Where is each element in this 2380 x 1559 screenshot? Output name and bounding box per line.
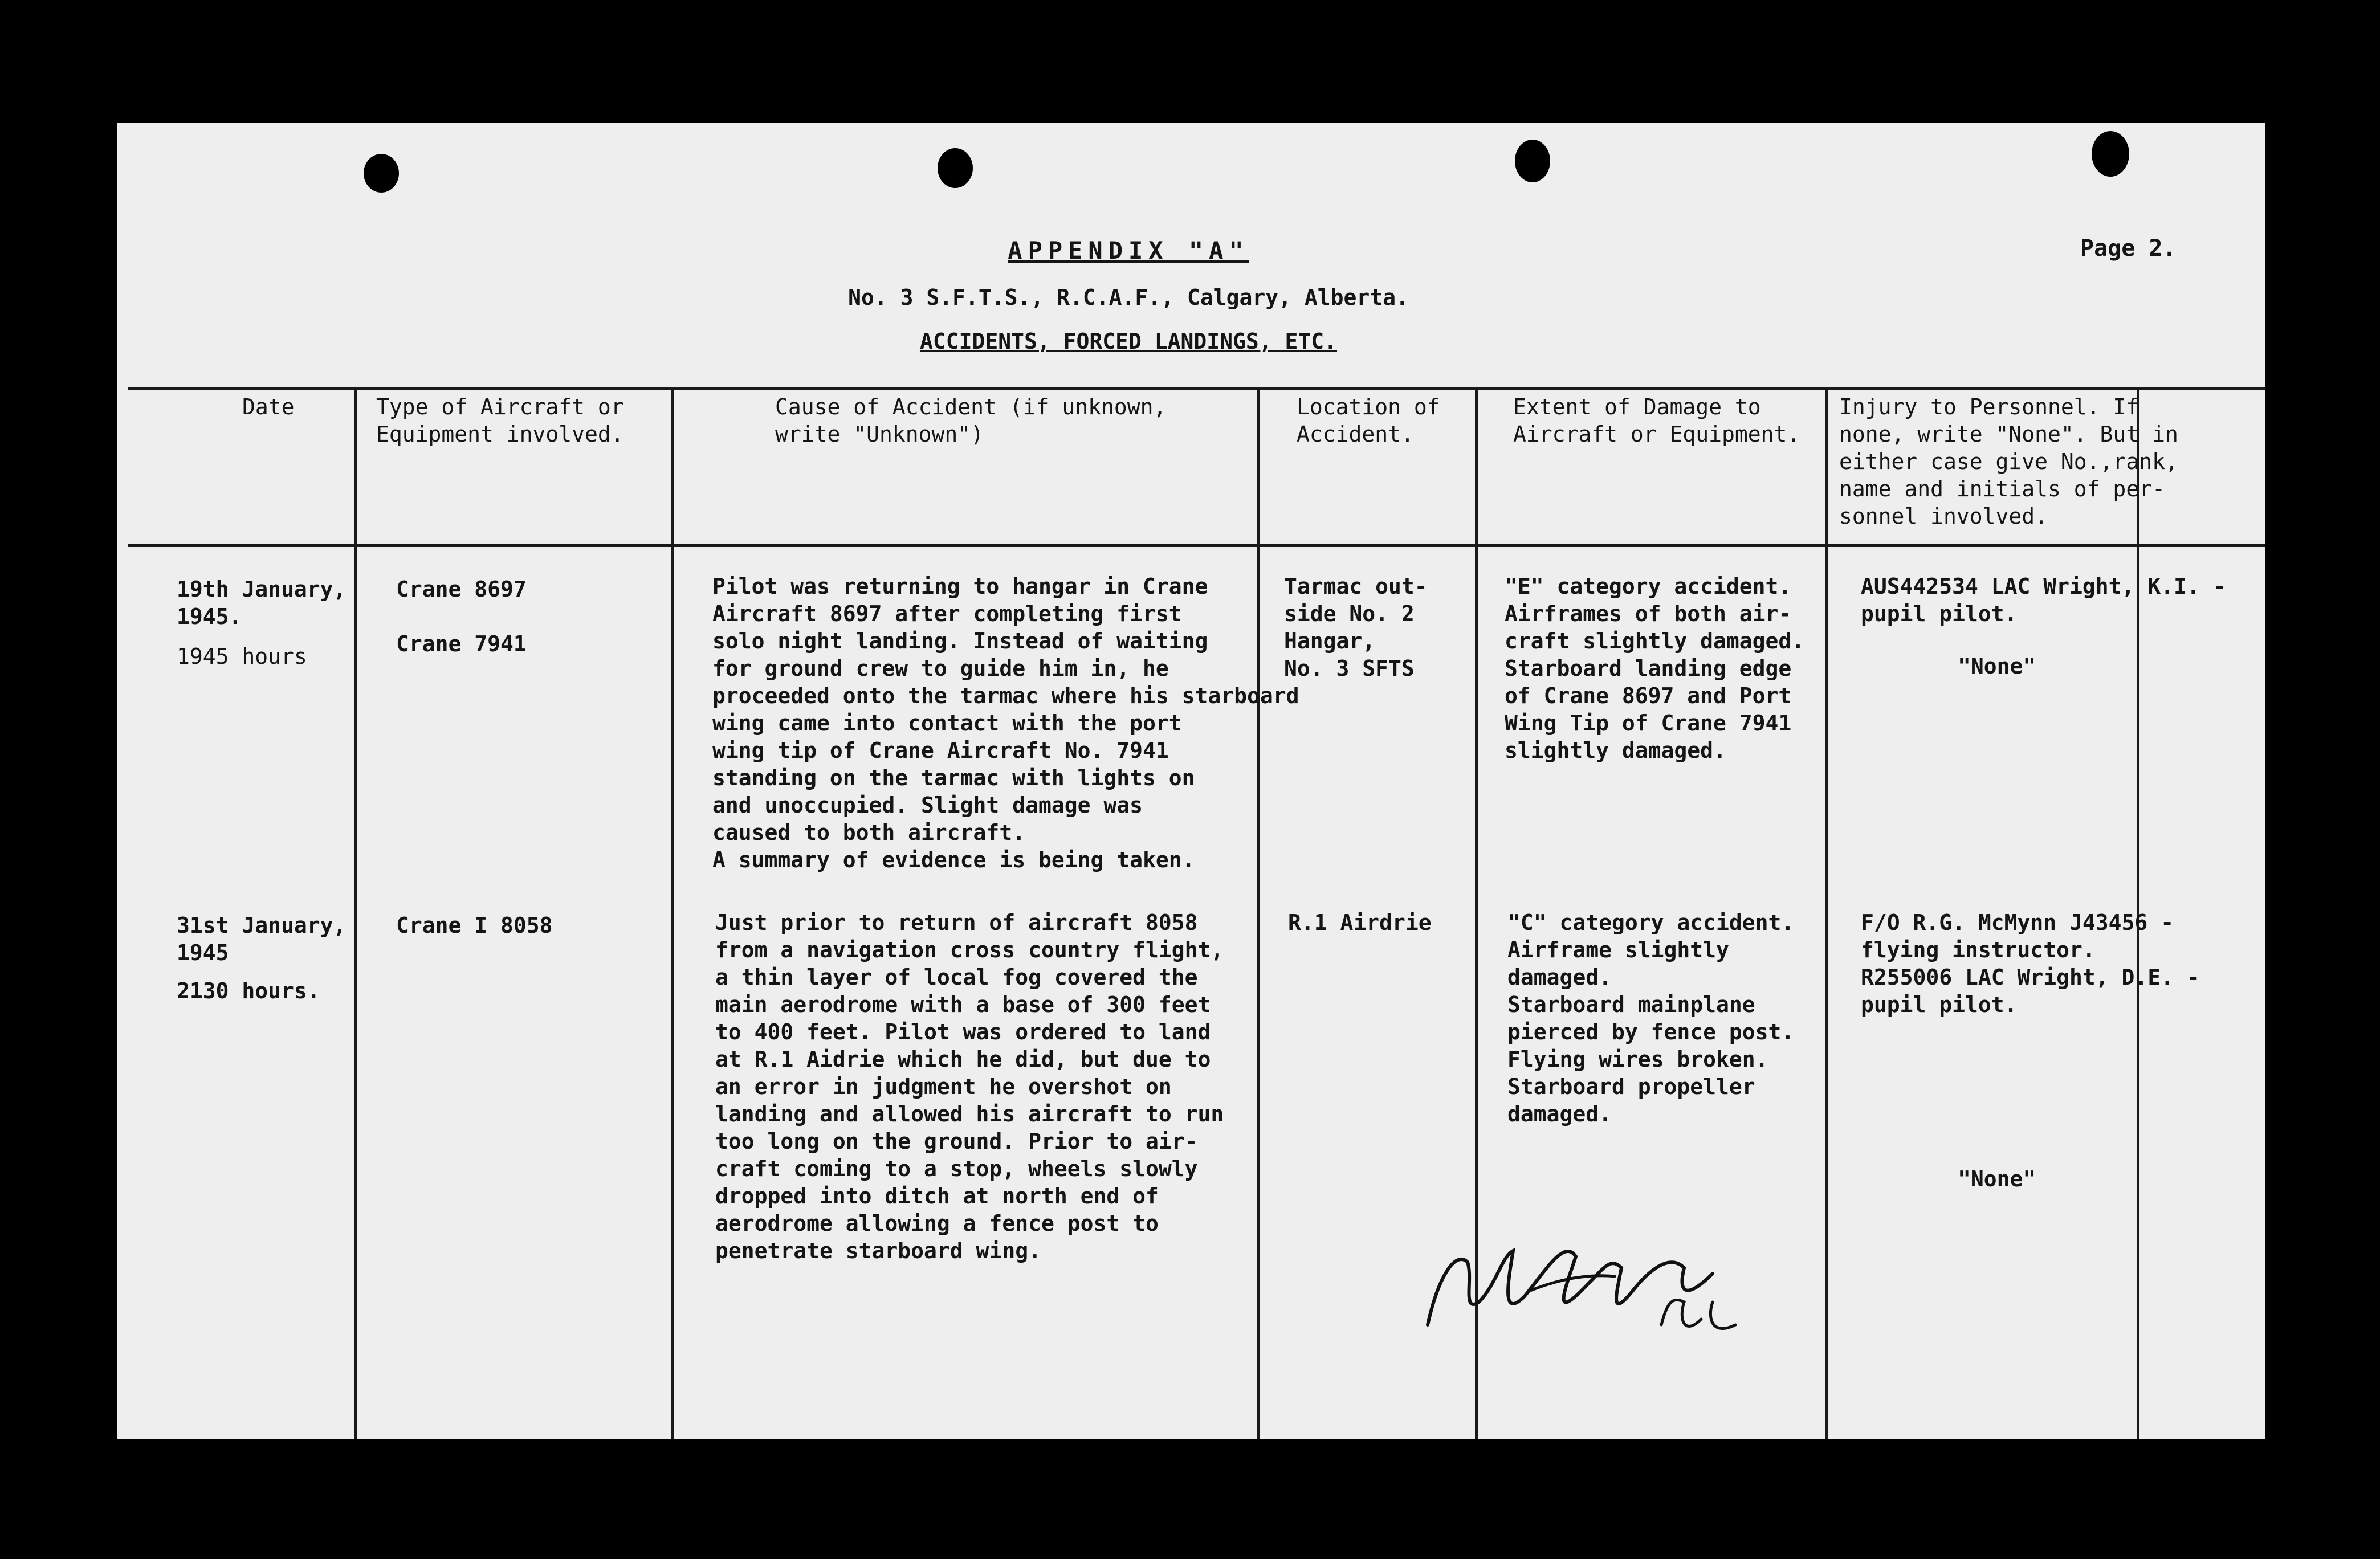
- row2-location: R.1 Airdrie: [1288, 910, 1432, 935]
- column-divider: [1257, 390, 1260, 1439]
- row1-cause: Pilot was returning to hangar in Crane Aircraft 8697 after completing first solo night landing. Instead of waiting for ground crew to guide him in, he proceeded onto the tarmac where his starboard wing came into contact with the port wing tip of Crane Aircraft No. 7941 standing on the tarmac with lights on and unoccupied. Slight damage was caused to both aircraft. A summary of evidence is being taken.: [712, 574, 1299, 872]
- column-header-cause: Cause of Accident (if unknown, write "Unknown"): [775, 394, 1167, 447]
- appendix-title: APPENDIX "A": [1008, 236, 1249, 264]
- row2-aircraft: Crane I 8058: [396, 913, 553, 938]
- punch-hole: [364, 154, 399, 193]
- row1-date: 19th January, 1945.: [177, 577, 347, 629]
- row1-injury-none: "None": [1958, 654, 2036, 679]
- row1-injury: AUS442534 LAC Wright, K.I. - pupil pilot.: [1861, 574, 2226, 626]
- table-header-rule: [128, 544, 2265, 547]
- row2-injury: F/O R.G. McMynn J43456 - flying instructor. R255006 LAC Wright, D.E. - pupil pilot.: [1861, 910, 2200, 1017]
- row1-time: 1945 hours: [177, 644, 307, 669]
- column-header-aircraft: Type of Aircraft or Equipment involved.: [376, 394, 624, 447]
- row1-location: Tarmac out- side No. 2 Hangar, No. 3 SFTS: [1284, 574, 1428, 681]
- table-top-rule: [128, 387, 2265, 390]
- row2-cause: Just prior to return of aircraft 8058 from a navigation cross country flight, a thin layer of local fog covered the main aerodrome with a base of 300 feet to 400 feet. Pilot was ordered to land at R.1 Aidrie which he did, but due to an error in judgment he overshot on landing and allowed his aircraft to run too long on the ground. Prior to air- craft coming to a stop, wheels slowly dropped into ditch at north end of aerodrome allowing a fence post to penetrate starboard wing.: [715, 910, 1224, 1263]
- row2-date: 31st January, 1945: [177, 913, 347, 965]
- punch-hole: [1515, 140, 1550, 182]
- column-header-date: Date: [242, 394, 295, 419]
- subject-title: ACCIDENTS, FORCED LANDINGS, ETC.: [919, 329, 1338, 354]
- column-header-damage: Extent of Damage to Aircraft or Equipment.: [1513, 394, 1800, 447]
- document-sheet: [117, 123, 2265, 1439]
- handwritten-signature: [1416, 1205, 1781, 1353]
- column-header-injury: Injury to Personnel. If none, write "None". But in either case give No.,rank, name and initials of per- sonnel involved.: [1839, 394, 2178, 529]
- row1-aircraft: Crane 8697 Crane 7941: [396, 577, 527, 656]
- column-header-location: Location of Accident.: [1297, 394, 1440, 447]
- row2-damage: "C" category accident. Airframe slightly damaged. Starboard mainplane pierced by fence post. Flying wires broken. Starboard propeller damaged.: [1507, 910, 1795, 1127]
- row2-time: 2130 hours.: [177, 978, 320, 1003]
- column-divider: [671, 390, 674, 1439]
- unit-title: No. 3 S.F.T.S., R.C.A.F., Calgary, Alberta.: [848, 285, 1409, 310]
- column-divider: [1825, 390, 1828, 1439]
- punch-hole: [938, 148, 973, 188]
- row1-damage: "E" category accident. Airframes of both air- craft slightly damaged. Starboard landing edge of Crane 8697 and Port Wing Tip of Crane 7941 slightly damaged.: [1505, 574, 1805, 763]
- punch-hole: [2092, 131, 2129, 177]
- row2-injury-none: "None": [1958, 1166, 2036, 1191]
- page-number: Page 2.: [2080, 235, 2177, 262]
- column-divider: [354, 390, 357, 1439]
